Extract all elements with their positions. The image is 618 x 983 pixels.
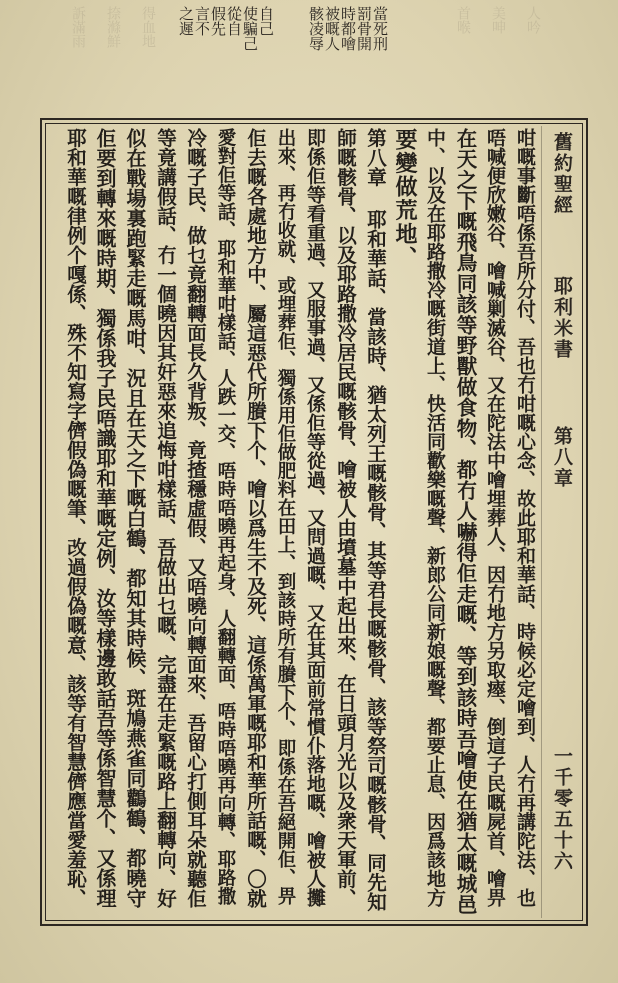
headnote-line: 當死刑 — [371, 6, 389, 51]
headnote-line: 被嘅人 — [323, 6, 341, 51]
header-divider — [541, 126, 542, 918]
text-column: 咁嘅事斷唔係吾所分付、吾也冇咁嘅心念、故此耶和華話、時候必定噲到、人冇再講陀法、也 — [514, 128, 536, 907]
text-column: 耶和華嘅律例个嘎係、殊不知寫字儕假偽嘅筆、改過假偽嘅意、該等有智慧儕應當愛羞恥、 — [64, 128, 87, 908]
text-column: 要變做荒地、 — [392, 128, 418, 270]
book-name: 耶利米書 — [551, 276, 573, 360]
text-column: 愛對佢等話、耶和華咁樣話、人跌一交、唔時唔曉再起身、人翻轉面、唔時唔曉再向轉、耶路撒 — [215, 128, 236, 905]
text-column: 中、以及在耶路撒冷嘅街道上、快活同歡樂嘅聲、新郎公同新娘嘅聲、都要止息、因爲該地方 — [424, 128, 446, 907]
chapter-label: 第八章 — [551, 426, 573, 489]
text-frame — [40, 118, 588, 926]
text-column: 在天之下嘅飛鳥同該等野獸做食物、都冇人嚇得佢走嘅、等到該時吾噲使在猶太嘅城邑 — [453, 128, 477, 915]
text-column: 唔喊便欣嫩谷、噲喊剿滅谷、又在陀法中噲埋葬人、因冇地方另取瘞、倒這子民嘅屍首、噲畀 — [484, 128, 506, 907]
text-column: 等竟講假話、冇一個曉因其奸惡來追悔咁樣話、吾做出乜嘅、完盡在走緊嘅路上翻轉向、好 — [154, 128, 177, 908]
bleed-through-text: 美呻 — [490, 6, 506, 34]
book-title: 舊約聖經 — [551, 132, 573, 216]
headnote-line: 骸凌辱 — [307, 6, 325, 51]
page-number: 一千零五十六 — [551, 746, 573, 872]
text-column: 第八章 耶和華話、當該時、猶太列王嘅骸骨、其等君長嘅骸骨、該等祭司嘅骸骨、同先知 — [364, 128, 387, 912]
bleed-through-text: 訴滿雨 — [70, 6, 86, 48]
headnote-line: 言不 — [193, 6, 211, 36]
bleed-through-text: 首喉 — [455, 6, 471, 34]
bleed-through-text: 人吟 — [525, 6, 541, 34]
text-column: 師嘅骸骨、以及耶路撒冷居民嘅骸骨、噲被人由墳墓中起出來、在日頭月光以及衆天軍前、 — [334, 128, 357, 908]
headnote-line: 自己 — [257, 6, 275, 36]
text-column: 冷嘅子民、做乜竟翻轉面長久背叛、竟揸穩虛假、又唔曉向轉面來、吾留心打側耳朵就聽佢 — [184, 128, 207, 908]
bleed-through-text: 得血地 — [140, 6, 156, 48]
headnote-line: 假先 — [209, 6, 227, 36]
text-column: 佢去嘅各處地方中、屬這惡代所賸下个、噲以爲生不及死、這係萬軍嘅耶和華所話嘅、〇就 — [244, 128, 267, 908]
text-column: 出來、再冇收就、或埋葬佢、獨係用佢做肥料在田上、到該時所有賸下个、即係在吾絕開佢、畀 — [275, 128, 296, 905]
text-column: 似在戰場裏跑緊走嘅馬咁、況且在天之下嘅白鶴、都知其時候、斑鳩燕雀同鸛鶴、都曉守 — [123, 128, 147, 908]
headnotes — [0, 6, 618, 116]
running-header — [546, 126, 578, 918]
headnote-line: 之遲 — [177, 6, 195, 36]
headnote-line: 從自 — [225, 6, 243, 36]
headnote-line: 罰骨開 — [355, 6, 373, 51]
headnote-line: 使騙己 — [241, 6, 259, 51]
text-column: 即係佢等看重過、又服事過、又係佢等從過、又問過嘅、又在其面前常慣仆落地嘅、噲被人攤 — [304, 128, 326, 907]
headnote-line: 時都噲 — [339, 6, 357, 51]
text-column: 佢要到轉來嘅時期、獨係我子民唔識耶和華嘅定例、汝等樣邊敢話吾等係智慧个、又係理 — [93, 128, 117, 908]
bleed-through-text: 捺滌鮮 — [105, 6, 121, 48]
